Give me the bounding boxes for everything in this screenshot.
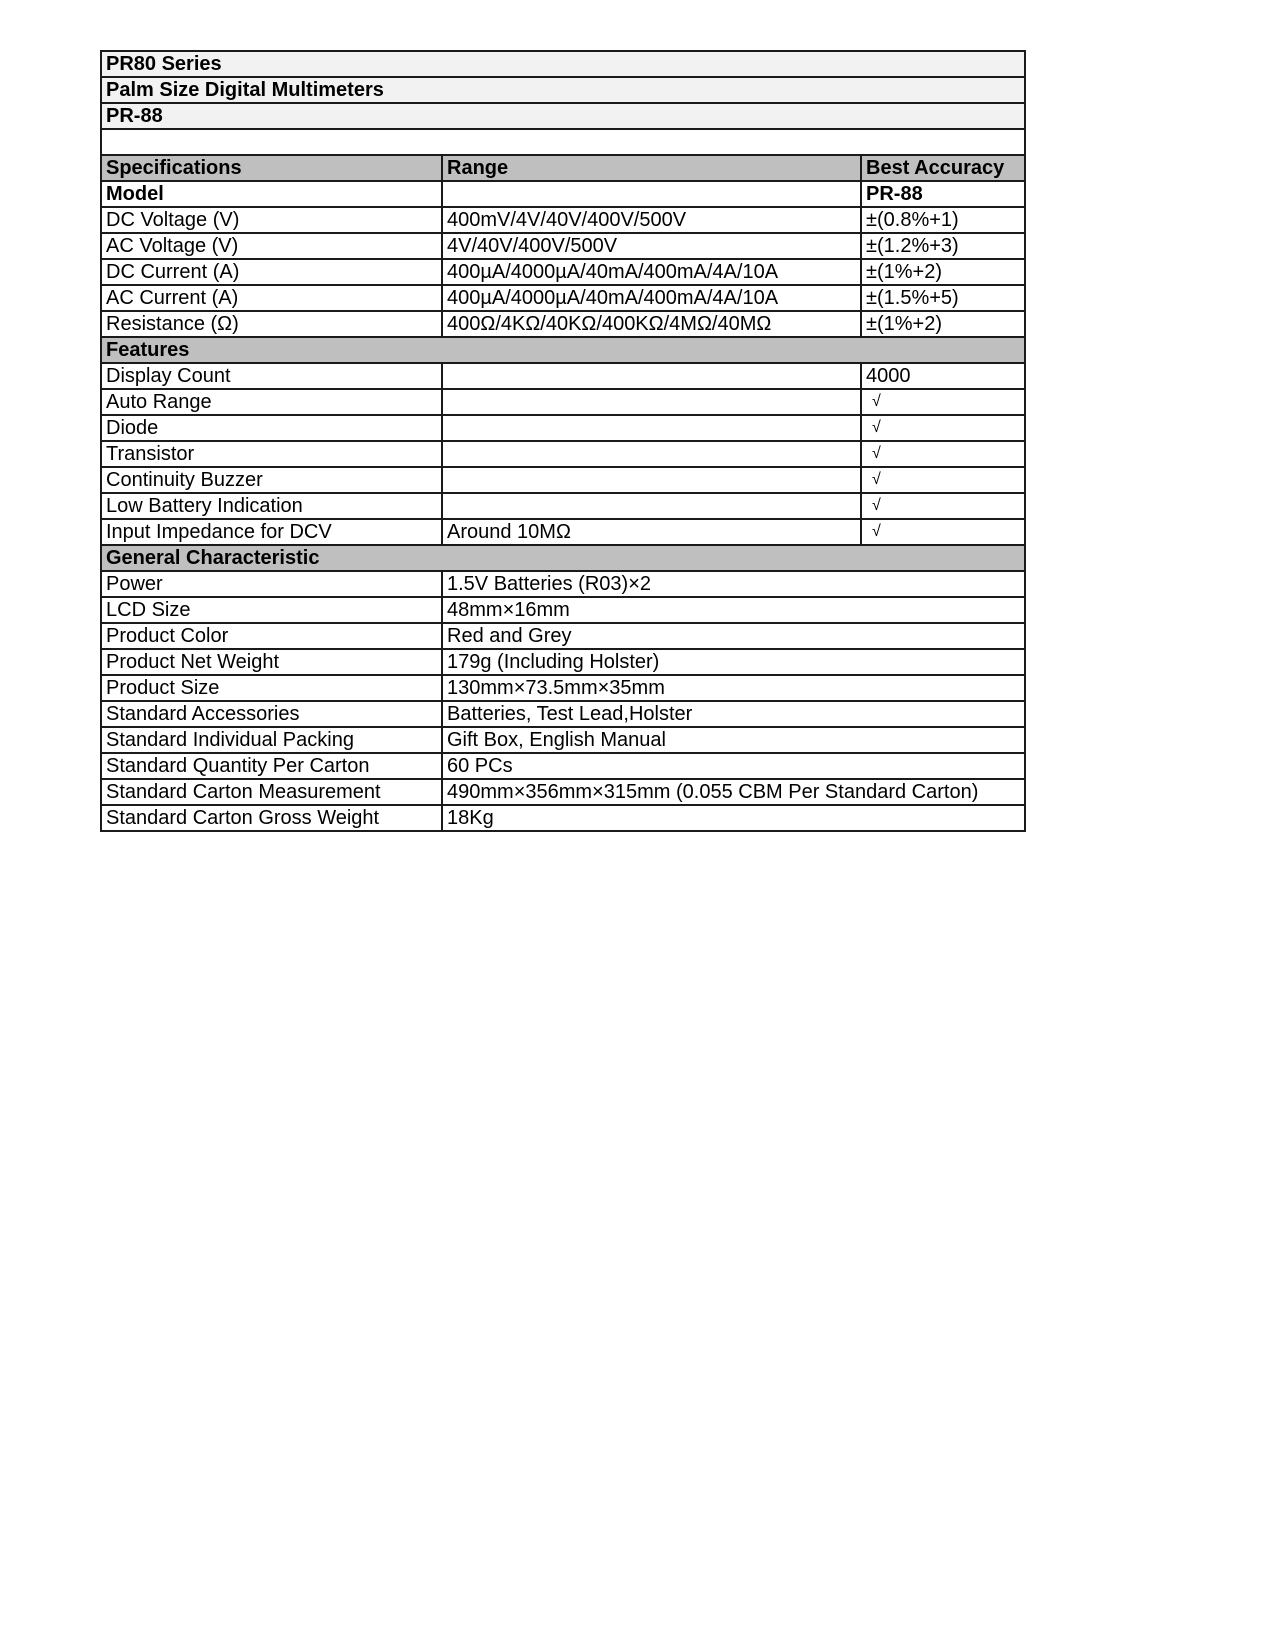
general-label: Standard Carton Gross Weight [101, 805, 442, 831]
feature-label: Auto Range [101, 389, 442, 415]
feature-label: Input Impedance for DCV [101, 519, 442, 545]
general-label: Standard Quantity Per Carton [101, 753, 442, 779]
feature-label: Transistor [101, 441, 442, 467]
spec-accuracy: ±(0.8%+1) [861, 207, 1025, 233]
section-header-row [101, 545, 1025, 571]
spec-label: DC Current (A) [101, 259, 442, 285]
table-row [101, 649, 1025, 675]
table-row [101, 259, 1025, 285]
model-title: PR-88 [101, 103, 1025, 129]
feature-label: Display Count [101, 363, 442, 389]
section-header-row [101, 337, 1025, 363]
series-title: PR80 Series [101, 51, 1025, 77]
table-row [101, 675, 1025, 701]
table-row [101, 311, 1025, 337]
table-row [101, 623, 1025, 649]
general-value: 48mm×16mm [442, 597, 1025, 623]
check-icon: √ [861, 389, 1025, 415]
feature-range: Around 10MΩ [442, 519, 861, 545]
table-row [101, 727, 1025, 753]
table-row [101, 753, 1025, 779]
spec-accuracy: ±(1.2%+3) [861, 233, 1025, 259]
general-value: Batteries, Test Lead,Holster [442, 701, 1025, 727]
feature-range [442, 389, 861, 415]
product-title: Palm Size Digital Multimeters [101, 77, 1025, 103]
general-value: 130mm×73.5mm×35mm [442, 675, 1025, 701]
check-icon: √ [861, 415, 1025, 441]
spec-accuracy: ±(1%+2) [861, 311, 1025, 337]
header-best-accuracy: Best Accuracy [861, 155, 1025, 181]
model-row [101, 181, 1025, 207]
spec-label: DC Voltage (V) [101, 207, 442, 233]
general-label: LCD Size [101, 597, 442, 623]
feature-range [442, 441, 861, 467]
spacer-row [101, 129, 1025, 155]
general-value: 490mm×356mm×315mm (0.055 CBM Per Standard Carton) [442, 779, 1025, 805]
spec-range: 400µA/4000µA/40mA/400mA/4A/10A [442, 285, 861, 311]
spec-label: AC Current (A) [101, 285, 442, 311]
feature-label: Continuity Buzzer [101, 467, 442, 493]
feature-range [442, 467, 861, 493]
general-label: Standard Carton Measurement [101, 779, 442, 805]
general-label: Product Size [101, 675, 442, 701]
general-value: 18Kg [442, 805, 1025, 831]
spec-label: AC Voltage (V) [101, 233, 442, 259]
spec-range: 4V/40V/400V/500V [442, 233, 861, 259]
table-row [101, 701, 1025, 727]
title-row [101, 51, 1025, 77]
table-row [101, 493, 1025, 519]
spec-label: Resistance (Ω) [101, 311, 442, 337]
header-range: Range [442, 155, 861, 181]
feature-range [442, 493, 861, 519]
general-value: 60 PCs [442, 753, 1025, 779]
table-row [101, 779, 1025, 805]
general-title: General Characteristic [101, 545, 1025, 571]
features-title: Features [101, 337, 1025, 363]
header-specifications: Specifications [101, 155, 442, 181]
table-row [101, 597, 1025, 623]
general-label: Standard Individual Packing [101, 727, 442, 753]
spec-accuracy: ±(1%+2) [861, 259, 1025, 285]
spec-table [100, 50, 1026, 832]
table-row [101, 441, 1025, 467]
check-icon: √ [861, 467, 1025, 493]
general-value: Red and Grey [442, 623, 1025, 649]
spec-range: 400mV/4V/40V/400V/500V [442, 207, 861, 233]
check-icon: √ [861, 441, 1025, 467]
specs-section [101, 207, 1025, 337]
general-value: 179g (Including Holster) [442, 649, 1025, 675]
features-section [101, 363, 1025, 545]
table-row [101, 363, 1025, 389]
general-value: 1.5V Batteries (R03)×2 [442, 571, 1025, 597]
table-row [101, 519, 1025, 545]
feature-value: 4000 [861, 363, 1025, 389]
table-row [101, 571, 1025, 597]
model-label: Model [101, 181, 442, 207]
general-label: Product Color [101, 623, 442, 649]
model-value: PR-88 [861, 181, 1025, 207]
check-icon: √ [861, 493, 1025, 519]
check-icon: √ [861, 519, 1025, 545]
table-row [101, 805, 1025, 831]
model-range [442, 181, 861, 207]
table-row [101, 285, 1025, 311]
table-row [101, 415, 1025, 441]
feature-range [442, 363, 861, 389]
table-row [101, 389, 1025, 415]
spec-range: 400Ω/4KΩ/40KΩ/400KΩ/4MΩ/40MΩ [442, 311, 861, 337]
spec-range: 400µA/4000µA/40mA/400mA/4A/10A [442, 259, 861, 285]
spec-sheet [100, 50, 1024, 832]
title-row [101, 77, 1025, 103]
table-row [101, 233, 1025, 259]
general-section [101, 571, 1025, 831]
table-row [101, 467, 1025, 493]
general-value: Gift Box, English Manual [442, 727, 1025, 753]
empty-cell [101, 129, 1025, 155]
general-label: Product Net Weight [101, 649, 442, 675]
spec-accuracy: ±(1.5%+5) [861, 285, 1025, 311]
feature-range [442, 415, 861, 441]
general-label: Power [101, 571, 442, 597]
feature-label: Low Battery Indication [101, 493, 442, 519]
title-row [101, 103, 1025, 129]
column-header-row [101, 155, 1025, 181]
general-label: Standard Accessories [101, 701, 442, 727]
feature-label: Diode [101, 415, 442, 441]
table-row [101, 207, 1025, 233]
